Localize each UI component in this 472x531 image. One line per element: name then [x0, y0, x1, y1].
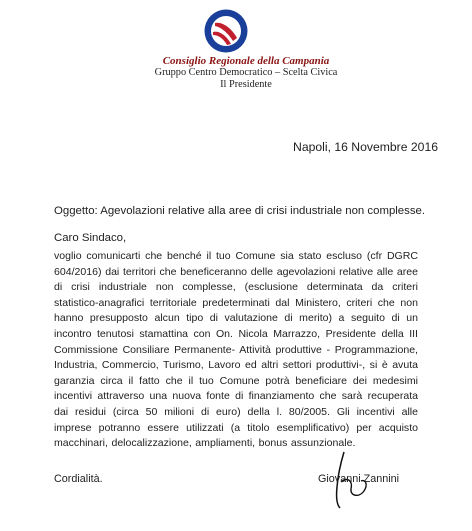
place-date: Napoli, 16 Novembre 2016: [293, 140, 438, 154]
regional-emblem-logo: [203, 8, 249, 54]
closing: Cordialità.: [54, 473, 103, 485]
political-group: Gruppo Centro Democratico – Scelta Civica: [154, 67, 338, 79]
organization-name: Consiglio Regionale della Campania: [162, 55, 330, 67]
sender-role: Il Presidente: [220, 78, 272, 90]
letter-body: voglio comunicarti che benché il tuo Comune sia stato escluso (cfr DGRC 604/2016) dai territori che beneficeranno delle agevolazioni relative alle aree di crisi industriale non complesse, (esclusione determinata da criteri statistico-anagrafici territoriale predeterminati dal Ministero, criteri che non hanno presupposto alcun tipo di valutazione di merito) a seguito di un incontro tenutosi stamattina con On. Nicola Marrazzo, Presidente della III Commissione Consiliare Permanente- Attività produttive - Programmazione, Industria, Commercio, Turismo, Lavoro ed altri settori produttivi-, si è avuta garanzia circa il fatto che il tuo Comune potrà beneficiare dei medesimi incentivi attraverso una nuova fonte di finanziamento che sarà recuperata dai residui (circa 50 milioni di euro) della l. 80/2005. Gli incentivi alle imprese potranno essere utilizzati (a titolo esemplificativo) per acquisto macchinari, delocalizzazione, ampliamenti, bonus assunzionale.: [54, 250, 418, 450]
salutation: Caro Sindaco,: [54, 232, 127, 244]
letter-subject: Oggetto: Agevolazioni relative alla aree di crisi industriale non complesse.: [54, 205, 426, 217]
letterhead: [130, 55, 362, 90]
signer-name: Giovanni Zannini: [318, 473, 400, 485]
